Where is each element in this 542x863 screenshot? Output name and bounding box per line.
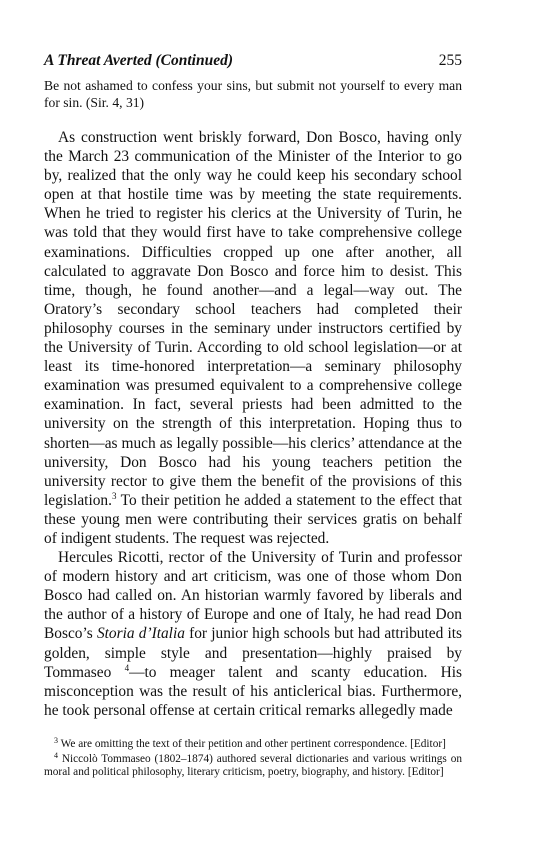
footnote-text: Niccolò Tommaseo (1802–1874) authored several dictionaries and various writings on moral and political philosophy, literary criticism, poetry, biography, and history. [Editor] [44, 752, 462, 779]
footnote-mark: 4 [54, 750, 58, 760]
footnote-text: We are omitting the text of their petition and other pertinent correspondence. [Editor] [60, 738, 446, 750]
footnote [44, 738, 462, 752]
footnote-reference: 3 [111, 490, 117, 501]
paragraph-text: To their petition he added a statement to the effect that these young men were contributing their services gratis on behalf of indigent students. The request was rejected. [44, 491, 462, 547]
epigraph: Be not ashamed to confess your sins, but submit not yourself to every man for sin. (Sir. 4, 31) [44, 78, 462, 110]
page-number: 255 [438, 52, 462, 69]
footnote-reference: 4 [124, 662, 130, 673]
paragraph-text: —to meager talent and scanty education. His misconception was the result of his anticlerical bias. Furthermore, he took personal offense at certain critical remarks allegedly made [44, 663, 462, 719]
footnote [44, 750, 462, 780]
running-head [44, 52, 462, 70]
book-title: Storia d’Italia [96, 625, 185, 643]
paragraph-text: for junior high schools but had attributed its golden, simple style and presentation—highly praised by Tommaseo [44, 625, 463, 681]
paragraph-text: As construction went briskly forward, Don Bosco, having only the March 23 communication of the Minister of the Interior to go by, realized that the only way he could keep his secondary school open at that hostile time was by meeting the state requirements. When he tried to register his clerics at the University of Turin, he was told that they would first have to take comprehensive college examinations. Difficulties cropped up one after another, all calculated to aggravate Don Bosco and force him to desist. This time, though, he found another—and a legal—way out. The Oratory’s secondary school teachers had completed their philosophy courses in the seminary under instructors certified by the University of Turin. According to old school legislation—or at least its time-honored interpretation—a seminary philosophy examination was presumed equivalent to a comprehensive college examination. In fact, several priests had been admitted to the university on the strength of this interpretation. Hoping thus to shorten—as much as legally possible—his clerics’ attendance at the university, Don Bosco had his young teachers petition the university rector to give them the benefit of the provisions of this legislation. [44, 129, 462, 509]
footnote-mark: 3 [54, 736, 58, 745]
body-text [44, 128, 462, 720]
footnotes [44, 738, 462, 781]
paragraph-text: Hercules Ricotti, rector of the University of Turin and professor of modern history and art criticism, was one of those whom Don Bosco had called on. An historian warmly favored by liberals and the author of a history of Europe and one of Italy, he had read Don Bosco’s [44, 549, 462, 643]
running-title: A Threat Averted (Continued) [44, 52, 234, 69]
paragraph [44, 548, 462, 720]
paragraph [44, 128, 462, 548]
